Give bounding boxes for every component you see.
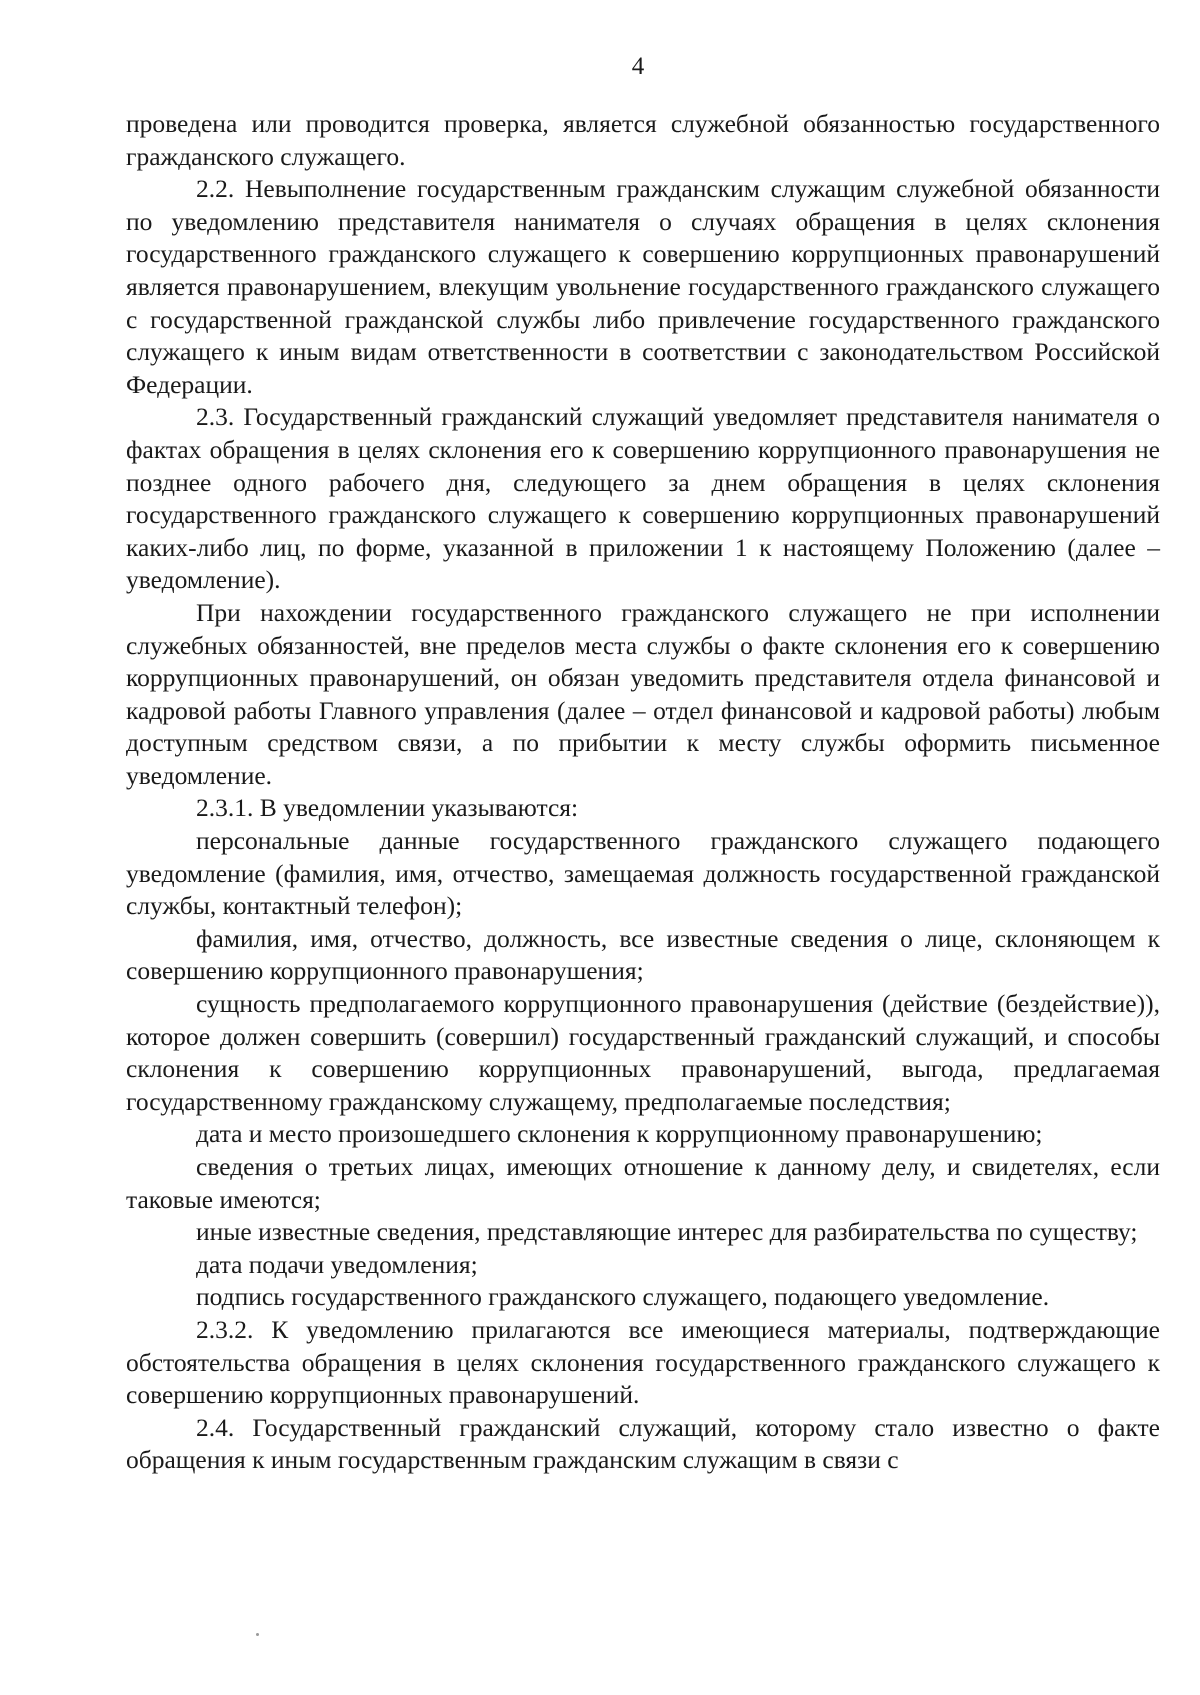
paragraph-2-4: 2.4. Государственный гражданский служащий, которому стало известно о факте обращения к иным государственным гражданским служащим в связи с: [126, 1412, 1160, 1475]
paragraph-2-2: 2.2. Невыполнение государственным гражданским служащим служебной обязанности по уведомлению представителя нанимателя о случаях обращения в целях склонения государственного гражданского служащего к совершению коррупционных правонарушений является правонарушением, влекущим увольнение государственного гражданского служащего с государственной гражданской службы либо привлечение государственного гражданского служащего к иным видам ответственности в соответствии с законодательством Российской Федерации.: [126, 174, 1160, 399]
scan-dot: [256, 1633, 259, 1636]
list-item-offense-essence: сущность предполагаемого коррупционного правонарушения (действие (бездействие)), которое должен совершить (совершил) государственный гражданский служащий, и способы склонения к совершению коррупционных правонарушений, выгода, предлагаемая государственному гражданскому служащему, предполагаемые последствия;: [126, 989, 1160, 1116]
document-body: [126, 108, 1160, 1477]
paragraph-2-3-1: 2.3.1. В уведомлении указываются:: [196, 793, 579, 823]
paragraph-2-3: 2.3. Государственный гражданский служащий уведомляет представителя нанимателя о фактах обращения в целях склонения его к совершению коррупционного правонарушения не позднее одного рабочего дня, следующего за днем обращения в целях склонения государственного гражданского служащего к совершению коррупционных правонарушений каких-либо лиц, по форме, указанной в приложении 1 к настоящему Положению (далее – уведомление).: [126, 402, 1160, 595]
list-item-person-info: фамилия, имя, отчество, должность, все известные сведения о лице, склоняющем к совершению коррупционного правонарушения;: [126, 923, 1160, 986]
paragraph-2-3-note: При нахождении государственного гражданского служащего не при исполнении служебных обязанностей, вне пределов места службы о факте склонения его к совершению коррупционных правонарушений, он обязан уведомить представителя отдела финансовой и кадровой работы Главного управления (далее – отдел финансовой и кадровой работы) любым доступным средством связи, а по прибытии к месту службы оформить письменное уведомление.: [126, 597, 1160, 790]
list-item-date-place: дата и место произошедшего склонения к коррупционному правонарушению;: [196, 1119, 1043, 1149]
list-item-personal-data: персональные данные государственного гражданского служащего подающего уведомление (фамилия, имя, отчество, замещаемая должность государственной гражданской службы, контактный телефон);: [126, 826, 1160, 921]
paragraph-2-3-2: 2.3.2. К уведомлению прилагаются все имеющиеся материалы, подтверждающие обстоятельства обращения в целях склонения государственного гражданского служащего к совершению коррупционных правонарушений.: [126, 1314, 1160, 1410]
list-item-submission-date: дата подачи уведомления;: [196, 1249, 478, 1279]
list-item-third-parties: сведения о третьих лицах, имеющих отношение к данному делу, и свидетелях, если таковые имеются;: [126, 1152, 1160, 1214]
list-item-other-info: иные известные сведения, представляющие интерес для разбирательства по существу;: [196, 1217, 1138, 1247]
page-number: 4: [631, 53, 645, 80]
paragraph-continuation: проведена или проводится проверка, является служебной обязанностью государственного гражданского служащего.: [126, 109, 1160, 171]
list-item-signature: подпись государственного гражданского служащего, подающего уведомление.: [196, 1282, 1050, 1312]
